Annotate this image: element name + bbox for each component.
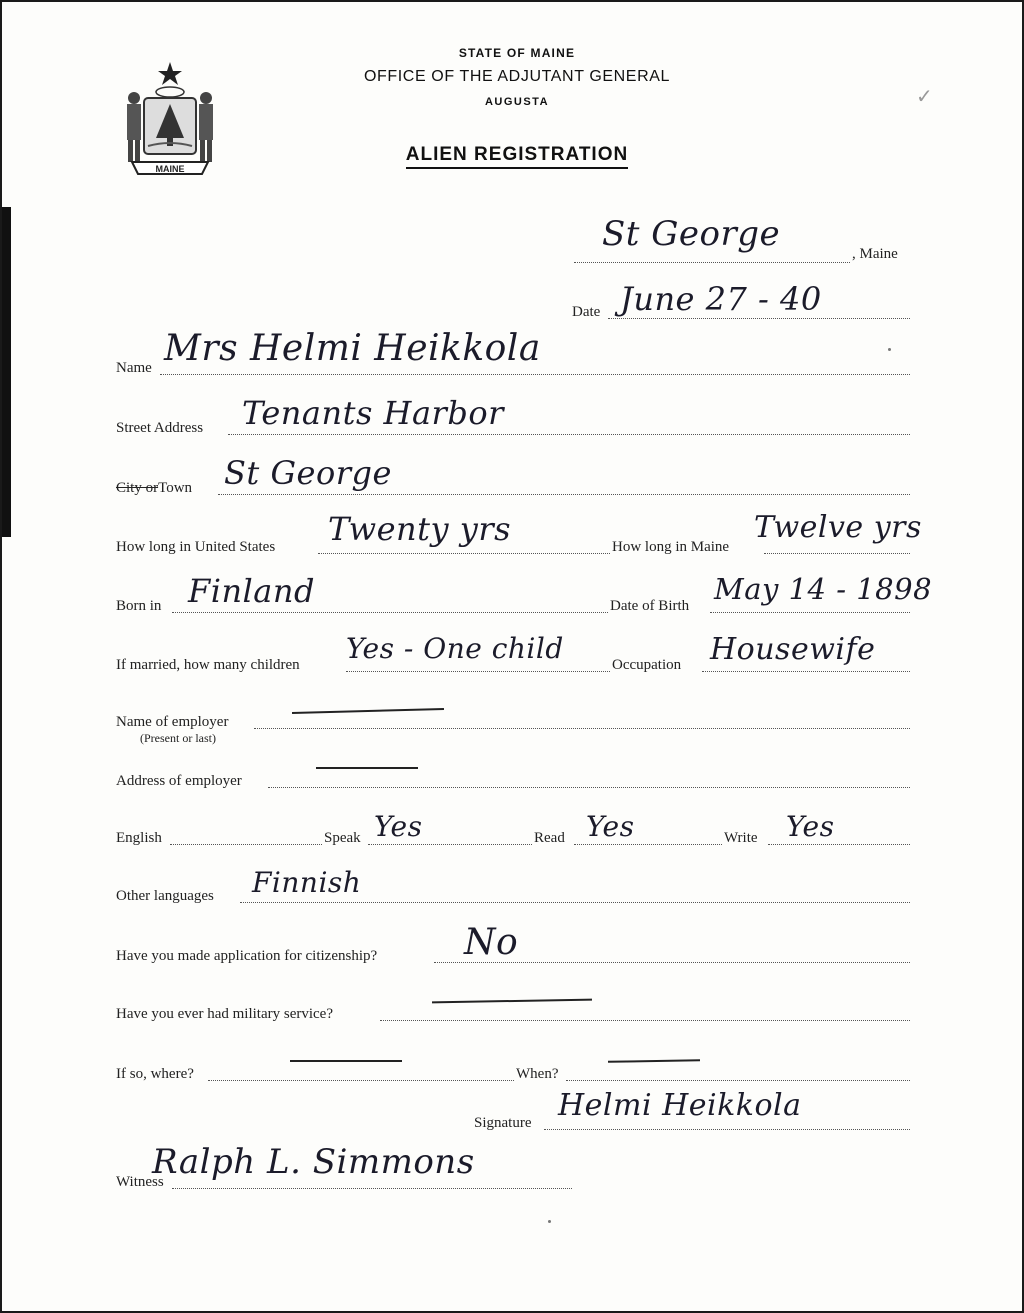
read-line <box>574 844 722 845</box>
town-label-struck: City or <box>116 480 159 496</box>
street-value: Tenants Harbor <box>242 394 504 432</box>
write-line <box>768 844 910 845</box>
place-value: St George <box>602 214 781 254</box>
born-in-value: Finland <box>188 572 315 610</box>
paper-speck <box>548 1220 551 1223</box>
employer-dash <box>292 708 444 714</box>
military-line <box>380 1020 910 1021</box>
maine-years-line <box>764 553 910 554</box>
us-years-value: Twenty yrs <box>328 510 512 548</box>
employer-address-line <box>268 787 910 788</box>
speak-line <box>368 844 532 845</box>
date-line <box>608 318 910 319</box>
witness-value: Ralph L. Simmons <box>152 1142 475 1182</box>
speak-value: Yes <box>374 810 423 843</box>
military-label: Have you ever had military service? <box>116 1006 333 1022</box>
where-label: If so, where? <box>116 1066 194 1082</box>
born-in-line <box>172 612 608 613</box>
place-suffix: , Maine <box>852 246 898 262</box>
name-value: Mrs Helmi Heikkola <box>164 328 541 369</box>
signature-label: Signature <box>474 1115 532 1131</box>
where-dash <box>290 1060 402 1062</box>
us-years-label: How long in United States <box>116 539 276 555</box>
write-label: Write <box>724 830 758 846</box>
town-line <box>218 494 910 495</box>
city-heading: AUGUSTA <box>484 96 550 108</box>
read-value: Yes <box>586 810 635 843</box>
speak-label: Speak <box>324 830 361 846</box>
town-label-text: Town <box>158 480 193 496</box>
occupation-label: Occupation <box>612 657 682 673</box>
place-line <box>574 262 850 263</box>
citizenship-label: Have you made application for citizenship? <box>116 948 378 964</box>
other-languages-label: Other languages <box>116 888 214 904</box>
employer-sublabel: (Present or last) <box>140 731 216 745</box>
occupation-line <box>702 671 910 672</box>
street-label: Street Address <box>116 420 204 436</box>
dob-label: Date of Birth <box>610 598 690 614</box>
english-line <box>170 844 322 845</box>
born-in-label: Born in <box>116 598 162 614</box>
name-line <box>160 374 910 375</box>
other-languages-line <box>240 902 910 903</box>
military-dash <box>432 999 592 1004</box>
town-value: St George <box>224 454 392 492</box>
employer-line <box>254 728 910 729</box>
english-label: English <box>116 830 162 846</box>
where-line <box>208 1080 514 1081</box>
us-years-line <box>318 553 610 554</box>
checkmark-icon: ✓ <box>916 86 933 108</box>
children-line <box>346 671 610 672</box>
name-label: Name <box>116 360 152 376</box>
citizenship-value: No <box>464 922 519 963</box>
children-label: If married, how many children <box>116 657 300 673</box>
maine-state-seal-icon <box>118 58 222 178</box>
occupation-value: Housewife <box>710 632 876 667</box>
employer-address-dash <box>316 767 418 769</box>
witness-line <box>172 1188 572 1189</box>
signature-line <box>544 1129 910 1130</box>
when-label: When? <box>516 1066 559 1082</box>
signature-value: Helmi Heikkola <box>558 1088 802 1123</box>
witness-label: Witness <box>116 1174 164 1190</box>
when-dash <box>608 1059 700 1063</box>
employer-address-label: Address of employer <box>116 773 242 789</box>
seal-banner-text: MAINE <box>155 164 185 174</box>
date-value: June 27 - 40 <box>620 280 822 318</box>
paper-speck <box>888 348 891 351</box>
date-label: Date <box>572 304 601 320</box>
street-line <box>228 434 910 435</box>
office-heading: OFFICE OF THE ADJUTANT GENERAL <box>363 68 671 85</box>
children-value: Yes - One child <box>346 632 564 665</box>
town-label <box>116 480 192 497</box>
read-label: Read <box>534 830 565 846</box>
employer-label: Name of employer <box>116 714 229 730</box>
state-heading: STATE OF MAINE <box>458 46 576 60</box>
form-title: ALIEN REGISTRATION <box>332 144 702 166</box>
write-value: Yes <box>786 810 835 843</box>
scan-edge-shadow <box>2 207 11 537</box>
dob-value: May 14 - 1898 <box>714 572 933 606</box>
dob-line <box>710 612 910 613</box>
maine-years-value: Twelve yrs <box>754 510 922 545</box>
maine-years-label: How long in Maine <box>612 539 730 555</box>
other-languages-value: Finnish <box>252 866 362 899</box>
when-line <box>566 1080 910 1081</box>
